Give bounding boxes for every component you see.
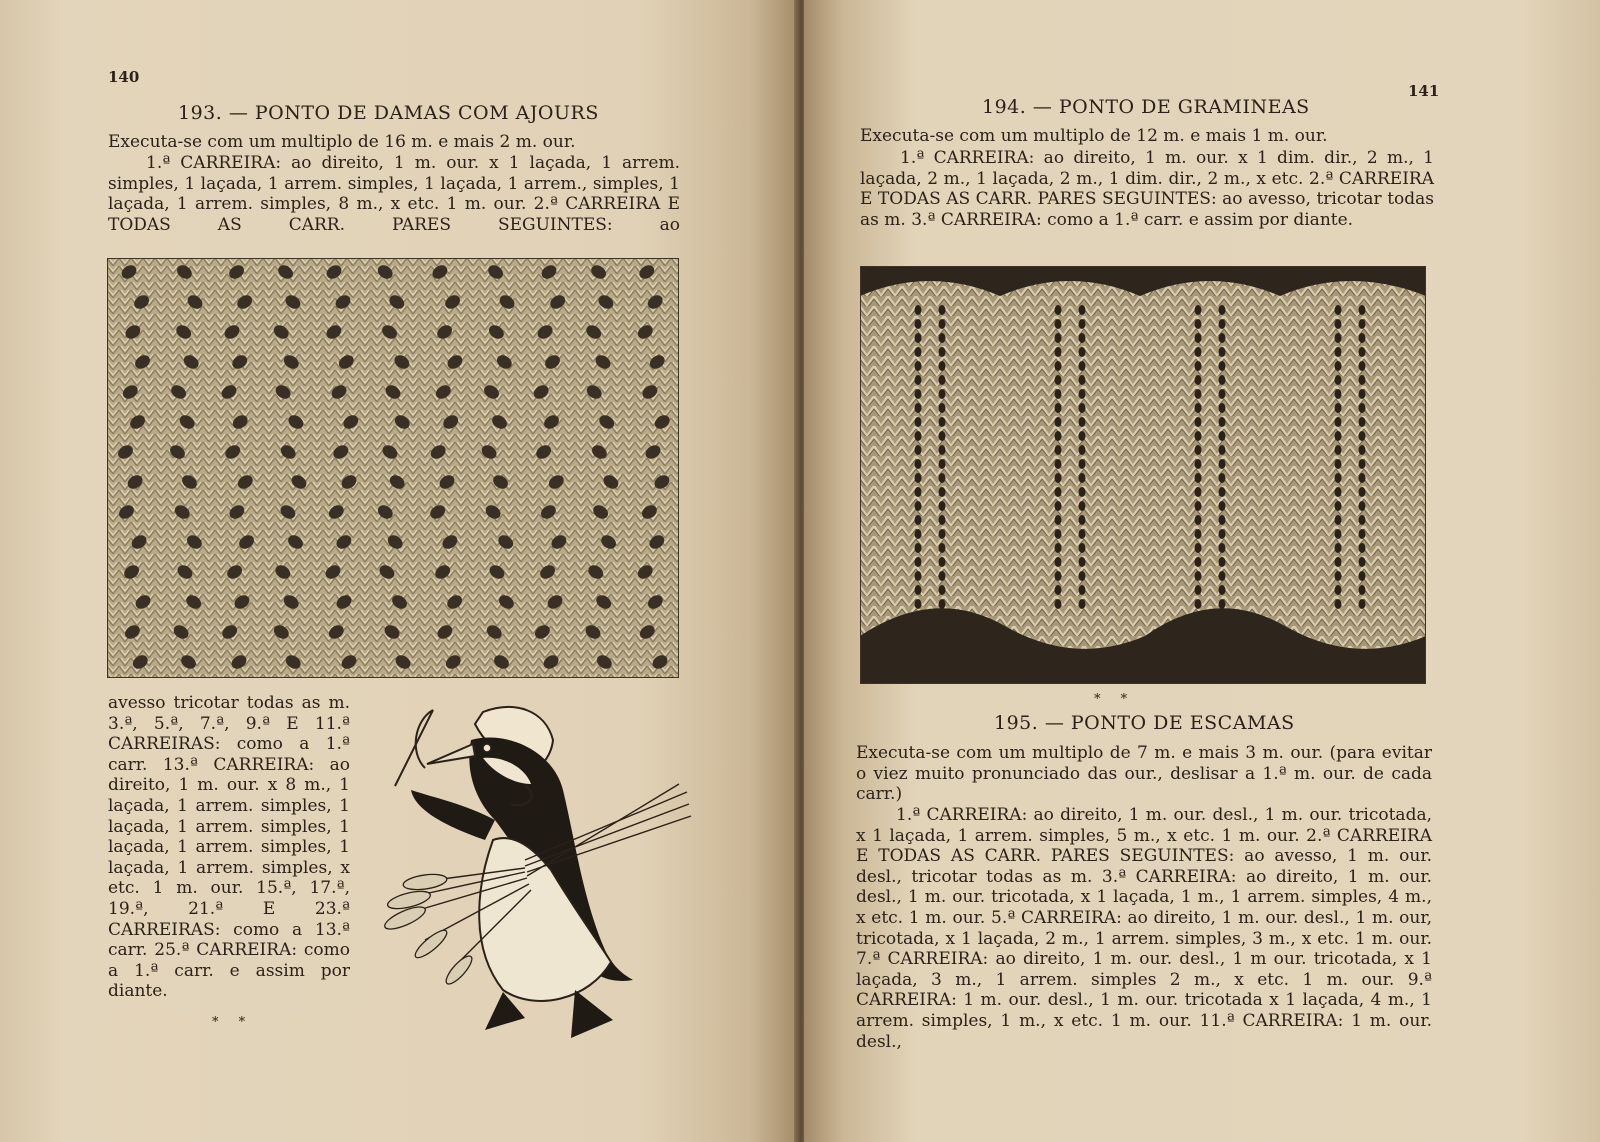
grass-eyelet — [1195, 529, 1202, 539]
grass-eyelet — [939, 599, 946, 609]
grass-eyelet — [1335, 389, 1342, 399]
grass-eyelet — [1195, 543, 1202, 553]
grass-eyelet — [1079, 417, 1086, 427]
grass-eyelet — [1219, 459, 1226, 469]
grass-eyelet — [1055, 347, 1062, 357]
penguin-with-sheaf-illustration — [375, 700, 695, 1045]
grass-eyelet — [1219, 501, 1226, 511]
grass-eyelet — [1359, 515, 1366, 525]
grass-eyelet — [939, 319, 946, 329]
grass-eyelet — [1335, 445, 1342, 455]
grass-eyelet — [1335, 543, 1342, 553]
grass-eyelet — [939, 515, 946, 525]
grass-eyelet — [1335, 515, 1342, 525]
grass-eyelet — [939, 431, 946, 441]
grass-eyelet — [1219, 487, 1226, 497]
grass-eyelet — [1195, 333, 1202, 343]
grass-eyelet — [1055, 487, 1062, 497]
grass-eyelet — [939, 445, 946, 455]
section-title-194: 194. — PONTO DE GRAMINEAS — [982, 96, 1310, 118]
grass-eyelet — [939, 305, 946, 315]
grass-eyelet — [1359, 403, 1366, 413]
grass-eyelet — [1079, 459, 1086, 469]
grass-eyelet — [1079, 305, 1086, 315]
grass-eyelet — [1079, 389, 1086, 399]
grass-eyelet — [1195, 319, 1202, 329]
grass-eyelet — [1079, 585, 1086, 595]
page-number: 140 — [108, 68, 140, 86]
grass-eyelet — [1055, 305, 1062, 315]
grass-eyelet — [1335, 501, 1342, 511]
grass-eyelet — [1055, 557, 1062, 567]
grass-eyelet — [1359, 501, 1366, 511]
grass-eyelet — [939, 361, 946, 371]
grass-eyelet — [1079, 347, 1086, 357]
grass-eyelet — [1079, 557, 1086, 567]
grass-eyelet — [1359, 389, 1366, 399]
grass-eyelet — [1219, 543, 1226, 553]
grass-eyelet — [1359, 305, 1366, 315]
grass-eyelet — [1079, 445, 1086, 455]
grass-eyelet — [1055, 361, 1062, 371]
grass-eyelet — [1335, 473, 1342, 483]
grass-eyelet — [1335, 403, 1342, 413]
grass-eyelet — [1219, 305, 1226, 315]
grass-eyelet — [1359, 375, 1366, 385]
grass-eyelet — [1055, 333, 1062, 343]
grass-eyelet — [915, 361, 922, 371]
grass-eyelet — [1195, 557, 1202, 567]
grass-eyelet — [1359, 333, 1366, 343]
grass-eyelet — [1195, 487, 1202, 497]
grass-eyelet — [1079, 571, 1086, 581]
grass-eyelet — [939, 529, 946, 539]
grass-eyelet — [1335, 599, 1342, 609]
grass-eyelet — [1079, 487, 1086, 497]
grass-eyelet — [939, 501, 946, 511]
grass-eyelet — [915, 305, 922, 315]
grass-eyelet — [915, 375, 922, 385]
grass-eyelet — [1195, 571, 1202, 581]
grass-eyelet — [1219, 445, 1226, 455]
grass-eyelet — [915, 501, 922, 511]
grass-eyelet — [1219, 515, 1226, 525]
grass-eyelet — [1195, 459, 1202, 469]
grass-eyelet — [1055, 319, 1062, 329]
grass-eyelet — [1219, 529, 1226, 539]
section-end-mark: * * — [1094, 692, 1136, 707]
grass-eyelet — [915, 543, 922, 553]
section-193-intro: Executa-se com um multiplo de 16 m. e mais 2 m. our. — [108, 132, 576, 152]
grass-eyelet — [1195, 361, 1202, 371]
grass-eyelet — [939, 459, 946, 469]
grass-eyelet — [915, 445, 922, 455]
grass-eyelet — [1335, 459, 1342, 469]
grass-eyelet — [1335, 305, 1342, 315]
grass-eyelet — [1219, 599, 1226, 609]
grass-eyelet — [1195, 431, 1202, 441]
grass-eyelet — [915, 599, 922, 609]
grass-eyelet — [1079, 361, 1086, 371]
grass-eyelet — [915, 319, 922, 329]
grass-eyelet — [1055, 585, 1062, 595]
grass-eyelet — [1359, 487, 1366, 497]
right-page — [804, 0, 1600, 1142]
grass-eyelet — [1195, 515, 1202, 525]
grass-eyelet — [1335, 431, 1342, 441]
grass-eyelet — [939, 571, 946, 581]
grass-eyelet — [1195, 305, 1202, 315]
grass-eyelet — [1335, 319, 1342, 329]
grass-eyelet — [1359, 585, 1366, 595]
grass-eyelet — [1195, 445, 1202, 455]
grass-eyelet — [915, 557, 922, 567]
grass-eyelet — [915, 529, 922, 539]
grass-eyelet — [1055, 445, 1062, 455]
grass-eyelet — [939, 543, 946, 553]
grass-eyelet — [915, 459, 922, 469]
grass-eyelet — [1335, 585, 1342, 595]
grass-eyelet — [939, 389, 946, 399]
grass-eyelet — [1219, 375, 1226, 385]
grass-eyelet — [939, 375, 946, 385]
grass-eyelet — [1195, 403, 1202, 413]
section-193-continuation: avesso tricotar todas as m. 3.ª, 5.ª, 7.ª, 9.ª E 11.ª CARREIRAS: como a 1.ª carr. 13.ª CARREIRA: ao direito, 1 m. our. x 8 m., 1 laçada, 1 arrem. simples, 1 laçada, 1 arrem. simples, 1 laçada, 1 arrem. simples, 1 laçada, 1 arrem. simples, x etc. 1 m. our. 15.ª, 17.ª, 19.ª, 21.ª E 23.ª CARREIRAS: como a 13.ª carr. 25.ª CARREIRA: como a 1.ª carr. e assim por diante. — [108, 693, 350, 1002]
grass-eyelet — [1055, 375, 1062, 385]
grass-eyelet — [1359, 571, 1366, 581]
grass-eyelet — [915, 585, 922, 595]
grass-eyelet — [1359, 417, 1366, 427]
grass-stitch-swatch-image — [860, 266, 1426, 684]
grass-eyelet — [1219, 361, 1226, 371]
grass-eyelet — [1079, 403, 1086, 413]
grass-eyelet — [1079, 529, 1086, 539]
grass-eyelet — [1219, 431, 1226, 441]
grass-eyelet — [1079, 319, 1086, 329]
grass-eyelet — [939, 333, 946, 343]
grass-eyelet — [1195, 347, 1202, 357]
grass-eyelet — [915, 403, 922, 413]
grass-eyelet — [1359, 543, 1366, 553]
grass-eyelet — [939, 347, 946, 357]
grass-eyelet — [1335, 571, 1342, 581]
grass-eyelet — [1359, 529, 1366, 539]
section-195-row-1: 1.ª CARREIRA: ao direito, 1 m. our. desl., 1 m. our. tricotada, x 1 laçada, 1 arrem. simples, 5 m., x etc. 1 m. our. 2.ª CARREIRA E TODAS AS CARR. PARES SEGUINTES: ao avesso, 1 m. our. desl., tricotar todas as m. 3.ª CARREIRA: ao direito, 1 m. our. desl., 1 m. our. tricotada, x 1 laçada, 1 m., 1 arrem. simples, 4 m., x etc. 1 m. our. 5.ª CARREIRA: ao direito, 1 m. our. desl., 1 m. our, tricotada, x 1 laçada, 2 m., 1 arrem. simples, 3 m., x etc. 1 m. our. 7.ª CARREIRA: ao direito, 1 m. our. desl., 1 m our. tricotada, x 1 laçada, 3 m., 1 arrem. simples 2 m., x etc. 1 m. our. 9.ª CARREIRA: 1 m. our. desl., 1 m. our. tricotada x 1 laçada, 4 m., 1 arrem. simples, 1 m., x etc. 1 m. our. 11.ª CARREIRA: 1 m. our. desl., — [856, 805, 1432, 1052]
grass-eyelet — [1335, 529, 1342, 539]
grass-eyelet — [915, 473, 922, 483]
grass-eyelet — [1195, 599, 1202, 609]
grass-eyelet — [1195, 501, 1202, 511]
grass-eyelet — [1195, 473, 1202, 483]
grass-eyelet — [1335, 487, 1342, 497]
grass-eyelet — [1055, 473, 1062, 483]
grass-eyelet — [1079, 515, 1086, 525]
grass-eyelet — [1359, 557, 1366, 567]
grass-eyelet — [1219, 417, 1226, 427]
grass-eyelet — [915, 333, 922, 343]
grass-eyelet — [1195, 389, 1202, 399]
grass-eyelet — [939, 473, 946, 483]
grass-eyelet — [1055, 599, 1062, 609]
grass-eyelet — [1079, 333, 1086, 343]
grass-eyelet — [1359, 445, 1366, 455]
grass-eyelet — [1055, 417, 1062, 427]
grass-eyelet — [1335, 557, 1342, 567]
section-end-mark: * * — [212, 1015, 254, 1030]
grass-eyelet — [1055, 459, 1062, 469]
section-title-193: 193. — PONTO DE DAMAS COM AJOURS — [178, 102, 599, 124]
grass-eyelet — [1055, 431, 1062, 441]
grass-eyelet — [1079, 599, 1086, 609]
grass-eyelet — [1335, 333, 1342, 343]
grass-eyelet — [1055, 403, 1062, 413]
grass-eyelet — [1055, 543, 1062, 553]
grass-eyelet — [1055, 529, 1062, 539]
grass-eyelet — [915, 487, 922, 497]
grass-eyelet — [939, 403, 946, 413]
grass-eyelet — [1195, 417, 1202, 427]
grass-eyelet — [1359, 599, 1366, 609]
grass-eyelet — [1335, 347, 1342, 357]
lace-knit-swatch-image — [107, 258, 679, 678]
grass-eyelet — [1335, 375, 1342, 385]
section-194-row-1: 1.ª CARREIRA: ao direito, 1 m. our. x 1 dim. dir., 2 m., 1 laçada, 2 m., 1 laçada, 2 m., 1 dim. dir., 2 m., x etc. 2.ª CARREIRA E TODAS AS CARR. PARES SEGUINTES: ao avesso, tricotar todas as m. 3.ª CARREIRA: como a 1.ª carr. e assim por diante. — [860, 148, 1434, 230]
grass-eyelet — [915, 571, 922, 581]
grass-eyelet — [1219, 473, 1226, 483]
grass-eyelet — [1079, 543, 1086, 553]
grass-eyelet — [1219, 333, 1226, 343]
grass-eyelet — [1195, 585, 1202, 595]
grass-eyelet — [1359, 459, 1366, 469]
section-194-intro: Executa-se com um multiplo de 12 m. e mais 1 m. our. — [860, 126, 1328, 146]
grass-eyelet — [915, 417, 922, 427]
grass-eyelet — [1219, 389, 1226, 399]
section-195-intro: Executa-se com um multiplo de 7 m. e mais 3 m. our. (para evitar o viez muito pronunciado das our., deslisar a 1.ª m. our. de cada carr.) — [856, 743, 1432, 805]
grass-eyelet — [1219, 571, 1226, 581]
grass-eyelet — [1219, 347, 1226, 357]
grass-eyelet — [939, 585, 946, 595]
grass-eyelet — [1055, 571, 1062, 581]
grass-eyelet — [1359, 319, 1366, 329]
grass-eyelet — [915, 347, 922, 357]
grass-eyelet — [1055, 515, 1062, 525]
grass-eyelet — [915, 431, 922, 441]
left-page — [0, 0, 798, 1142]
grass-eyelet — [1359, 431, 1366, 441]
grass-eyelet — [1219, 403, 1226, 413]
grass-eyelet — [915, 515, 922, 525]
grass-eyelet — [939, 487, 946, 497]
grass-eyelet — [1195, 375, 1202, 385]
grass-eyelet — [915, 389, 922, 399]
grass-eyelet — [1219, 557, 1226, 567]
grass-eyelet — [1219, 319, 1226, 329]
grass-eyelet — [939, 417, 946, 427]
section-title-195: 195. — PONTO DE ESCAMAS — [994, 712, 1295, 734]
grass-eyelet — [1335, 361, 1342, 371]
grass-eyelet — [1359, 361, 1366, 371]
grass-eyelet — [1079, 473, 1086, 483]
grass-eyelet — [1359, 473, 1366, 483]
grass-eyelet — [1079, 501, 1086, 511]
page-number: 141 — [1408, 82, 1440, 100]
grass-eyelet — [1055, 501, 1062, 511]
grass-eyelet — [939, 557, 946, 567]
grass-eyelet — [1359, 347, 1366, 357]
grass-eyelet — [1219, 585, 1226, 595]
grass-eyelet — [1079, 431, 1086, 441]
section-193-row-1: 1.ª CARREIRA: ao direito, 1 m. our. x 1 laçada, 1 arrem. simples, 1 laçada, 1 arrem. simples, 1 laçada, 1 arrem., simples, 1 laçada, 1 arrem. simples, 8 m., x etc. 1 m. our. 2.ª CARREIRA E TODAS AS CARR. PARES SEGUINTES: ao — [108, 153, 680, 235]
grass-eyelet — [1079, 375, 1086, 385]
grass-eyelet — [1055, 389, 1062, 399]
grass-eyelet — [1335, 417, 1342, 427]
